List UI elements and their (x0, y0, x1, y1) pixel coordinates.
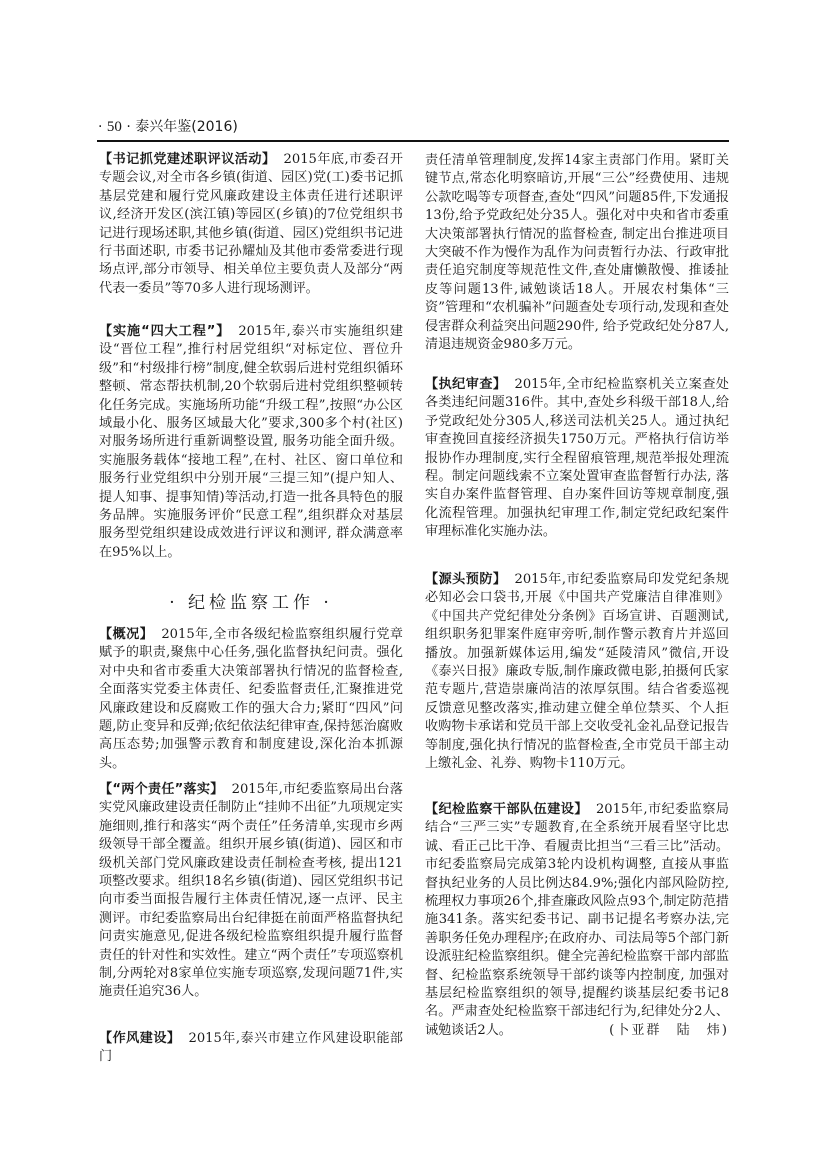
paragraph-work-style-continued (425, 152, 729, 354)
paragraph-text: 2015年,市纪委监察局印发党纪条规必知必会口袋书,开展《中国共产党廉洁自律准则》《中国共产党纪律处分条例》百场宣讲、百题测试,组织职务犯罪案件庭审旁听,制作警示教育片并巡回播放。加强新媒体运用,编发“延陵清风”微信,开设《泰兴日报》廉政专版,制作廉政微电影,拍摄何氏家范专题片,营造崇廉尚洁的浓厚氛围。结合省委巡视反馈意见整改落实,推动建立健全单位禁买、个人拒收购物卡承诺和党员干部上交收受礼金礼品登记报告等制度,强化执行情况的监督检查,全市党员干部主动上缴礼金、礼券、购物卡110万元。 (425, 572, 730, 772)
paragraph-overview (99, 626, 403, 773)
paragraph-team-building (425, 801, 729, 1040)
paragraph-secretary-review (99, 151, 403, 298)
paragraph-text: 2015年底,市委召开专题会议,对全市各乡镇(街道、园区)党(工)委书记抓基层党建和履行党风廉政建设主体责任进行述职评议,经济开发区(滨江镇)等园区(乡镇)的7位党组织书记进行现场述职,其他乡镇(街道、园区)党组织书记进行书面述职, 市委书记孙耀灿及其他市委常委进行现场点评,部分市领导、相关单位主要负责人及部分“两代表一委员”等70多人进行现场测评。 (99, 152, 403, 296)
paragraph-text: 2015年,泰兴市实施组织建设“晋位工程”,推行村居党组织“对标定位、晋位升级”和“村级排行榜”制度,健全软弱后进村党组织循环整顿、常态帮扶机制,20个软弱后进村党组织整顿转化任务完成。实施场所功能“升级工程”,按照“办公区域最小化、服务区域最大化”要求,300多个村(社区)对服务场所进行重新调整设置, 服务功能全面升级。实施服务载体“接地工程”,在村、社区、窗口单位和服务行业党组织中分别开展“三提三知”(提户知人、提人知事、提事知情)等活动,打造一批各具特色的服务品牌。实施服务评价“民意工程”,组织群众对基层服务型党组织建设成效进行评议和测评, 群众满意率在95%以上。 (99, 324, 403, 560)
paragraph-text: 2015年,全市纪检监察机关立案查处各类违纪问题316件。其中,查处乡科级干部18人,给予党政纪处分305人,移送司法机关25人。通过执纪审查挽回直接经济损失1750万元。严格执行信访举报协作办理制度,实行全程留痕管理,规范举报处理流程。制定问题线索不立案处置审查监督暂行办法, 落实自办案件监督管理、自办案件回访等规章制度,强化流程管理。加强执纪审理工作,制定党纪政纪案件审理标准化实施办法。 (425, 377, 730, 540)
paragraph-work-style (99, 1030, 403, 1067)
paragraph-heading: 【作风建设】 (99, 1031, 181, 1046)
header-rule (97, 140, 729, 142)
author-byline: (卜亚群 陆 炜) (609, 1022, 729, 1038)
paragraph-prevention (425, 571, 729, 773)
paragraph-four-projects (99, 323, 403, 562)
paragraph-text: 责任清单管理制度,发挥14家主责部门作用。紧盯关键节点,常态化明察暗访,开展“三公”经费使用、违规公款吃喝等专项督查,查处“四风”问题85件,下发通报13份,给予党政纪处分35人。强化对中央和省市委重大决策部署执行情况的监督检查, 制定出台推进项目大突破不作为慢作为乱作为问责暂行办法、行政审批责任追究制度等规范性文件,查处庸懒散慢、推诿扯皮等问题13件,诫勉谈话18人。开展农村集体“三资”管理和“农机骗补”问题查处专项行动,发现和查处侵害群众利益突出问题290件, 给予党政纪处分87人, 清退违规资金980多万元。 (425, 153, 729, 353)
paragraph-heading: 【书记抓党建述职评议活动】 (99, 152, 276, 167)
book-title: 泰兴年鉴(2016) (135, 119, 238, 135)
section-title: · 纪检监察工作 · (169, 593, 333, 613)
paragraph-heading: 【纪检监察干部队伍建设】 (425, 802, 588, 817)
running-header: · 50 · 泰兴年鉴(2016) (98, 119, 238, 135)
paragraph-discipline-review (425, 376, 729, 542)
paragraph-two-responsibilities (99, 781, 403, 1002)
paragraph-heading: 【“两个责任”落实】 (99, 782, 224, 797)
paragraph-text: 2015年,全市各级纪检监察组织履行党章赋予的职责,聚焦中心任务,强化监督执纪问责。强化对中央和省市委重大决策部署执行情况的监督检查,全面落实党委主体责任、纪委监督责任,汇聚推进党风廉政建设和反腐败工作的强大合力;紧盯“四风”问题,防止变异和反弹;依纪依法纪律审查,保持惩治腐败高压态势;加强警示教育和制度建设,深化治本抓源头。 (99, 627, 404, 771)
paragraph-heading: 【概况】 (99, 627, 154, 642)
paragraph-text: 2015年,市纪委监察局出台落实党风廉政建设责任制防止“挂帅不出征”九项规定实施细则,推行和落实“两个责任”任务清单,实现市乡两级领导干部全覆盖。组织开展乡镇(街道)、园区和市级机关部门党风廉政建设责任制检查考核, 提出121项整改要求。组织18名乡镇(街道)、园区党组织书记向市委当面报告履行主体责任情况,逐一点评、民主测评。市纪委监察局出台纪律挺在前面严格监督执纪问责实施意见,促进各级纪检监察组织提升履行监督责任的针对性和实效性。建立“两个责任”专项巡察机制,分两轮对8家单位实施专项巡察,发现问题71件,实施责任追究36人。 (99, 782, 404, 1000)
paragraph-heading: 【实施“四大工程”】 (99, 324, 231, 339)
paragraph-text: 2015年,泰兴市建立作风建设职能部门 (99, 1031, 404, 1065)
section-title-text: 纪检监察工作 (188, 593, 314, 613)
paragraph-heading: 【源头预防】 (425, 572, 507, 587)
paragraph-text: 2015年,市纪委监察局结合“三严三实”专题教育,在全系统开展看坚守比忠诚、看正己比干净、看履责比担当“三看三比”活动。市纪委监察局完成第3轮内设机构调整, 直接从事监督执纪业务的人员比例达84.9%;强化内部风险防控,梳理权力事项26个,排查廉政风险点93个,制定防范措施341条。落实纪委书记、副书记提名考察办法,完善职务任免办理程序;在政府办、司法局等5个部门新设派驻纪检监察组织。健全完善纪检监察干部内部监督、纪检监察系统领导干部约谈等内控制度, 加强对基层纪检监察组织的领导,提醒约谈基层纪委书记8名。严肃查处纪检监察干部违纪行为,纪律处分2人、诫勉谈话2人。 (425, 802, 730, 1038)
page-number: 50 (106, 119, 122, 135)
paragraph-heading: 【执纪审查】 (425, 377, 507, 392)
